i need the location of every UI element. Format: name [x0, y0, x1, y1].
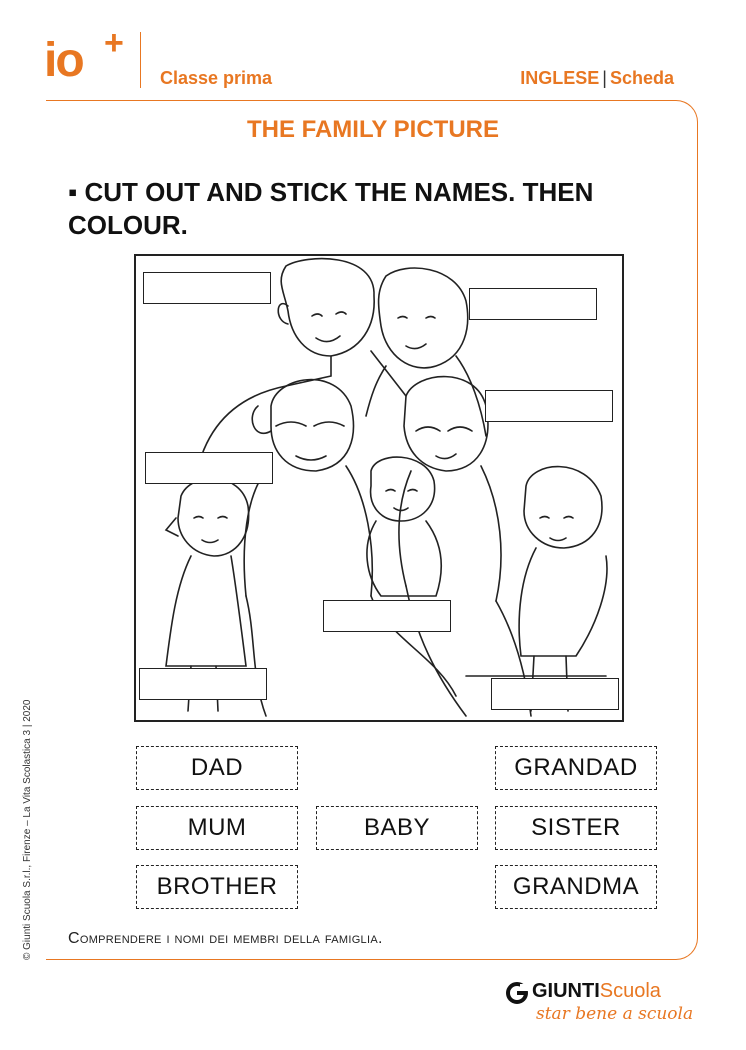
- grandma-figure: [404, 377, 488, 471]
- logo-text: io: [44, 34, 83, 87]
- brand-tagline: star bene a scuola: [536, 1004, 694, 1024]
- brand-accent: Scuola: [599, 980, 661, 1002]
- baby-figure: [371, 457, 435, 521]
- card-baby[interactable]: BABY: [316, 806, 478, 850]
- subject-label: [520, 68, 674, 89]
- logo-plus: +: [104, 24, 124, 62]
- sheet-label: Scheda: [609, 68, 674, 88]
- card-brother[interactable]: BROTHER: [136, 865, 298, 909]
- brand-name: [532, 980, 661, 1003]
- card-grandad[interactable]: GRANDAD: [495, 746, 657, 790]
- family-illustration: [134, 254, 624, 722]
- name-slot: [139, 668, 267, 700]
- card-dad[interactable]: DAD: [136, 746, 298, 790]
- giunti-g-icon: [506, 982, 528, 1004]
- brand-main: GIUNTI: [532, 980, 600, 1002]
- mum-figure: [379, 268, 468, 368]
- learning-objective: Comprendere i nomi dei membri della famiglia.: [68, 930, 383, 947]
- class-label: Classe prima: [160, 68, 273, 88]
- name-slot: [469, 288, 597, 320]
- worksheet-title: THE FAMILY PICTURE: [246, 116, 500, 143]
- name-slot: [143, 272, 271, 304]
- brother-figure: [524, 467, 602, 548]
- header-divider: [140, 32, 141, 88]
- family-drawing: [136, 256, 622, 720]
- giunti-scuola-logo: [506, 980, 694, 1024]
- name-slot: [145, 452, 273, 484]
- io-plus-logo: [44, 24, 134, 90]
- subject-name: INGLESE: [520, 68, 600, 88]
- card-sister[interactable]: SISTER: [495, 806, 657, 850]
- name-slot: [491, 678, 619, 710]
- subject-separator: |: [602, 68, 607, 88]
- instruction-text: ▪ CUT OUT AND STICK THE NAMES. THEN COLOUR.: [68, 177, 594, 240]
- name-slot: [485, 390, 613, 422]
- name-slot: [323, 600, 451, 632]
- sister-figure: [178, 478, 249, 556]
- card-mum[interactable]: MUM: [136, 806, 298, 850]
- card-grandma[interactable]: GRANDMA: [495, 865, 657, 909]
- copyright-note: © Giunti Scuola S.r.l., Firenze – La Vita Scolastica 3 | 2020: [22, 699, 33, 960]
